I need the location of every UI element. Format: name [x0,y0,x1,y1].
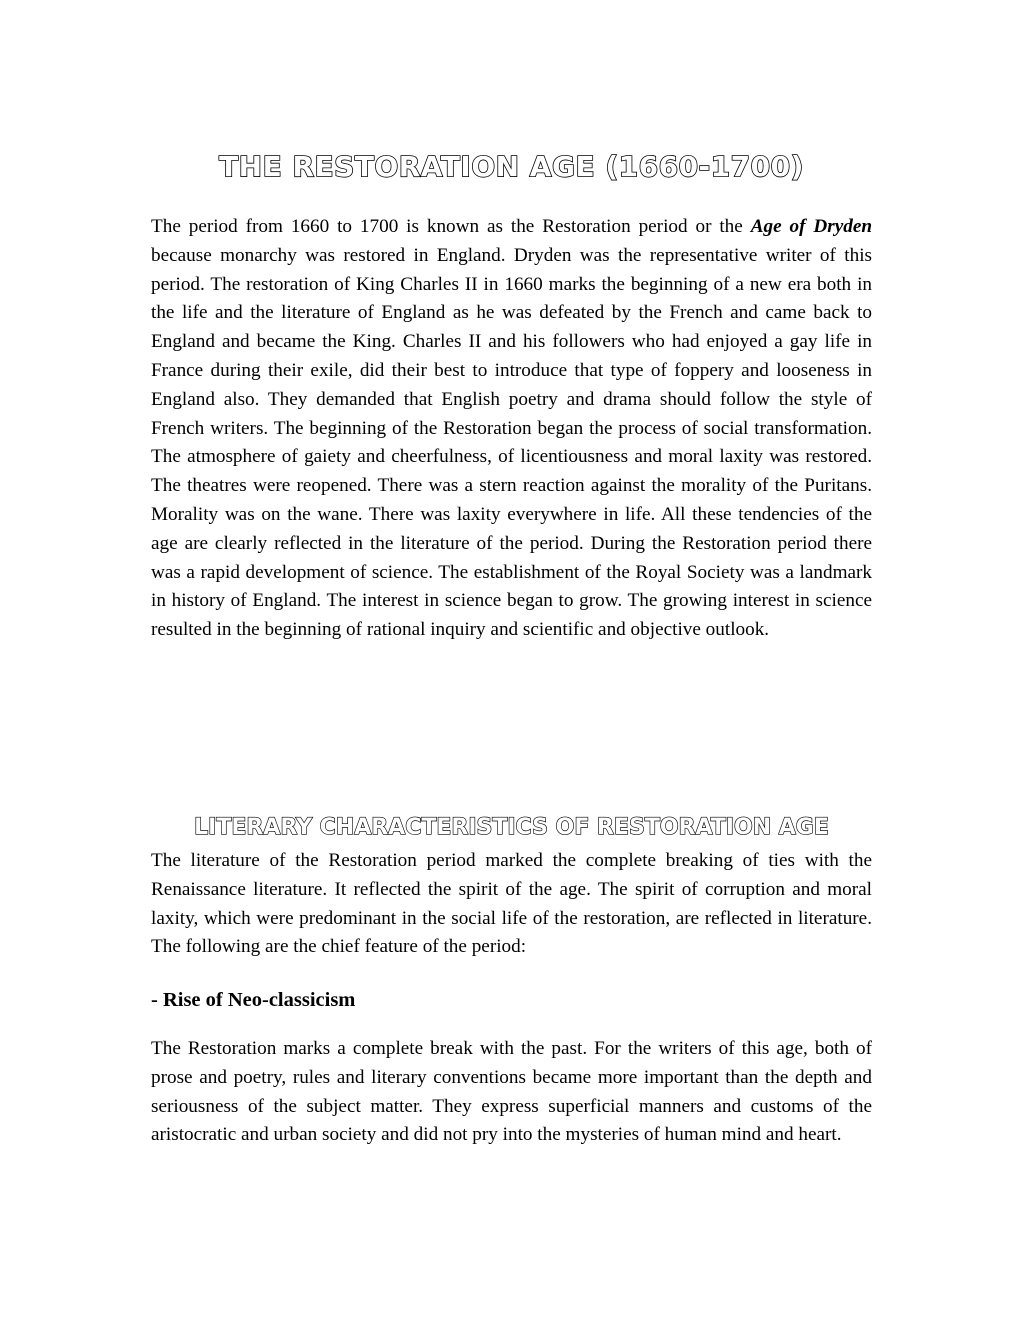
page-title: THE RESTORATION AGE (1660-1700) [219,149,804,183]
intro-emphasis-text: Age of Dryden [750,216,873,237]
section-heading: LITERARY CHARACTERISTICS OF RESTORATION AGE [194,815,829,841]
intro-lead-text: The period from 1660 to 1700 is known as the Restoration period or the [151,216,751,237]
intro-paragraph [151,213,872,645]
section-intro-paragraph: The literature of the Restoration period marked the complete breaking of ties with the Renaissance literature. It reflected the spirit of the age. The spirit of corruption and moral laxity, which were predominant in the social life of the restoration, are reflected in literature. The following are the chief feature of the period: [151,850,872,958]
subsection-heading: - Rise of Neo-classicism [151,989,356,1011]
subsection-body-paragraph: The Restoration marks a complete break with the past. For the writers of this age, both of prose and poetry, rules and literary conventions became more important than the depth and seriousness of the subject matter. They express superficial manners and customs of the aristocratic and urban society and did not pry into the mysteries of human mind and heart. [151,1038,872,1146]
intro-rest-text: because monarchy was restored in England. Dryden was the representative writer of this period. The restoration of King Charles II in 1660 marks the beginning of a new era both in the life and the literature of England as he was defeated by the French and came back to England and became the King. Charles II and his followers who had enjoyed a gay life in France during their exile, did their best to introduce that type of foppery and looseness in England also. They demanded that English poetry and drama should follow the style of French writers. The beginning of the Restoration began the process of social transformation. The atmosphere of gaiety and cheerfulness, of licentiousness and moral laxity was restored. The theatres were reopened. There was a stern reaction against the morality of the Puritans. Morality was on the wane. There was laxity everywhere in life. All these tendencies of the age are clearly reflected in the literature of the period. During the Restoration period there was a rapid development of science. The establishment of the Royal Society was a landmark in history of England. The interest in science began to grow. The growing interest in science resulted in the beginning of rational inquiry and scientific and objective outlook. [151,244,872,641]
